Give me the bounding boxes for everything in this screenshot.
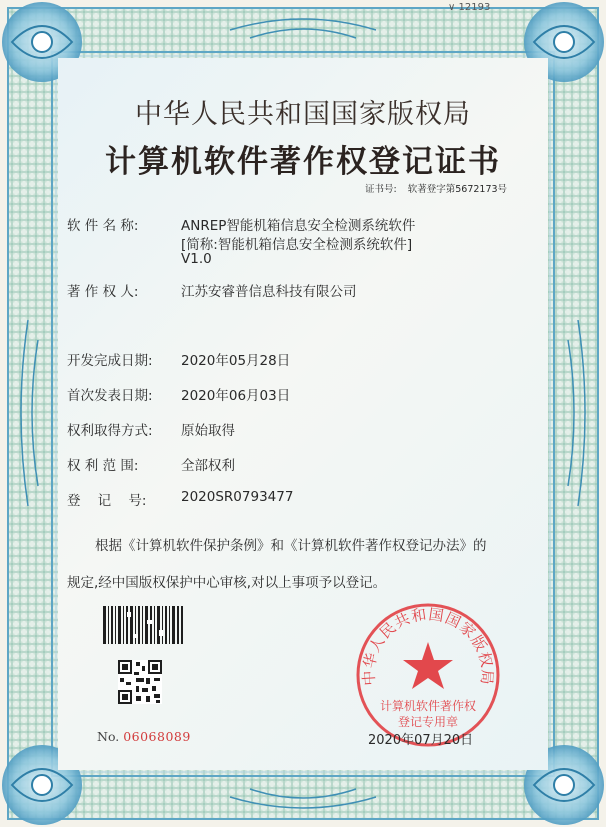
- registration-basis-line1: 根据《计算机软件保护条例》和《计算机软件著作权登记办法》的: [95, 538, 487, 554]
- software-name-line2: [简称:智能机箱信息安全检测系统软件]: [181, 237, 413, 253]
- issuing-authority: 中华人民共和国国家版权局: [135, 99, 471, 130]
- certificate-title: 计算机软件著作权登记证书: [105, 144, 501, 180]
- certificate-number-label: 证书号:: [365, 184, 397, 195]
- software-version: V1.0: [181, 251, 212, 267]
- acquisition-method-value: 原始取得: [181, 423, 235, 439]
- certificate-number: [365, 181, 507, 195]
- seal-inner-line2: 登记专用章: [397, 715, 459, 729]
- official-seal: [353, 600, 503, 750]
- registration-number-label: 登 记 号:: [67, 493, 147, 509]
- seal-inner-line1: 计算机软件著作权: [379, 699, 477, 713]
- copyright-owner-value: 江苏安睿普信息科技有限公司: [181, 284, 357, 300]
- first-publication-date-value: 2020年06月03日: [181, 388, 291, 404]
- completion-date-value: 2020年05月28日: [181, 353, 291, 369]
- serial-prefix: No.: [97, 729, 120, 744]
- seal-star-icon: [403, 642, 453, 689]
- copyright-owner-label: 著 作 权 人:: [67, 284, 139, 300]
- seal-ring-text: 中华人民共和国国家版权局: [359, 605, 497, 687]
- registration-number-value: 2020SR0793477: [181, 489, 294, 505]
- software-name-label: 软 件 名 称:: [67, 218, 139, 234]
- rights-scope-label: 权 利 范 围:: [67, 458, 139, 474]
- handwritten-mark: ∨ 12193: [448, 2, 491, 13]
- serial-number: [97, 729, 191, 744]
- signature-date: 2020年07月20日: [368, 733, 474, 748]
- certificate-number-value: 软著登字第5672173号: [407, 184, 508, 195]
- acquisition-method-label: 权利取得方式:: [67, 423, 153, 439]
- barcode: [103, 606, 183, 644]
- serial-number-value: 06068089: [123, 729, 191, 744]
- registration-basis-line2: 规定,经中国版权保护中心审核,对以上事项予以登记。: [67, 575, 387, 591]
- completion-date-label: 开发完成日期:: [67, 353, 153, 369]
- rights-scope-value: 全部权利: [181, 458, 235, 474]
- first-publication-date-label: 首次发表日期:: [67, 388, 153, 404]
- software-name-line1: ANREP智能机箱信息安全检测系统软件: [181, 218, 416, 234]
- qr-code: [118, 660, 162, 704]
